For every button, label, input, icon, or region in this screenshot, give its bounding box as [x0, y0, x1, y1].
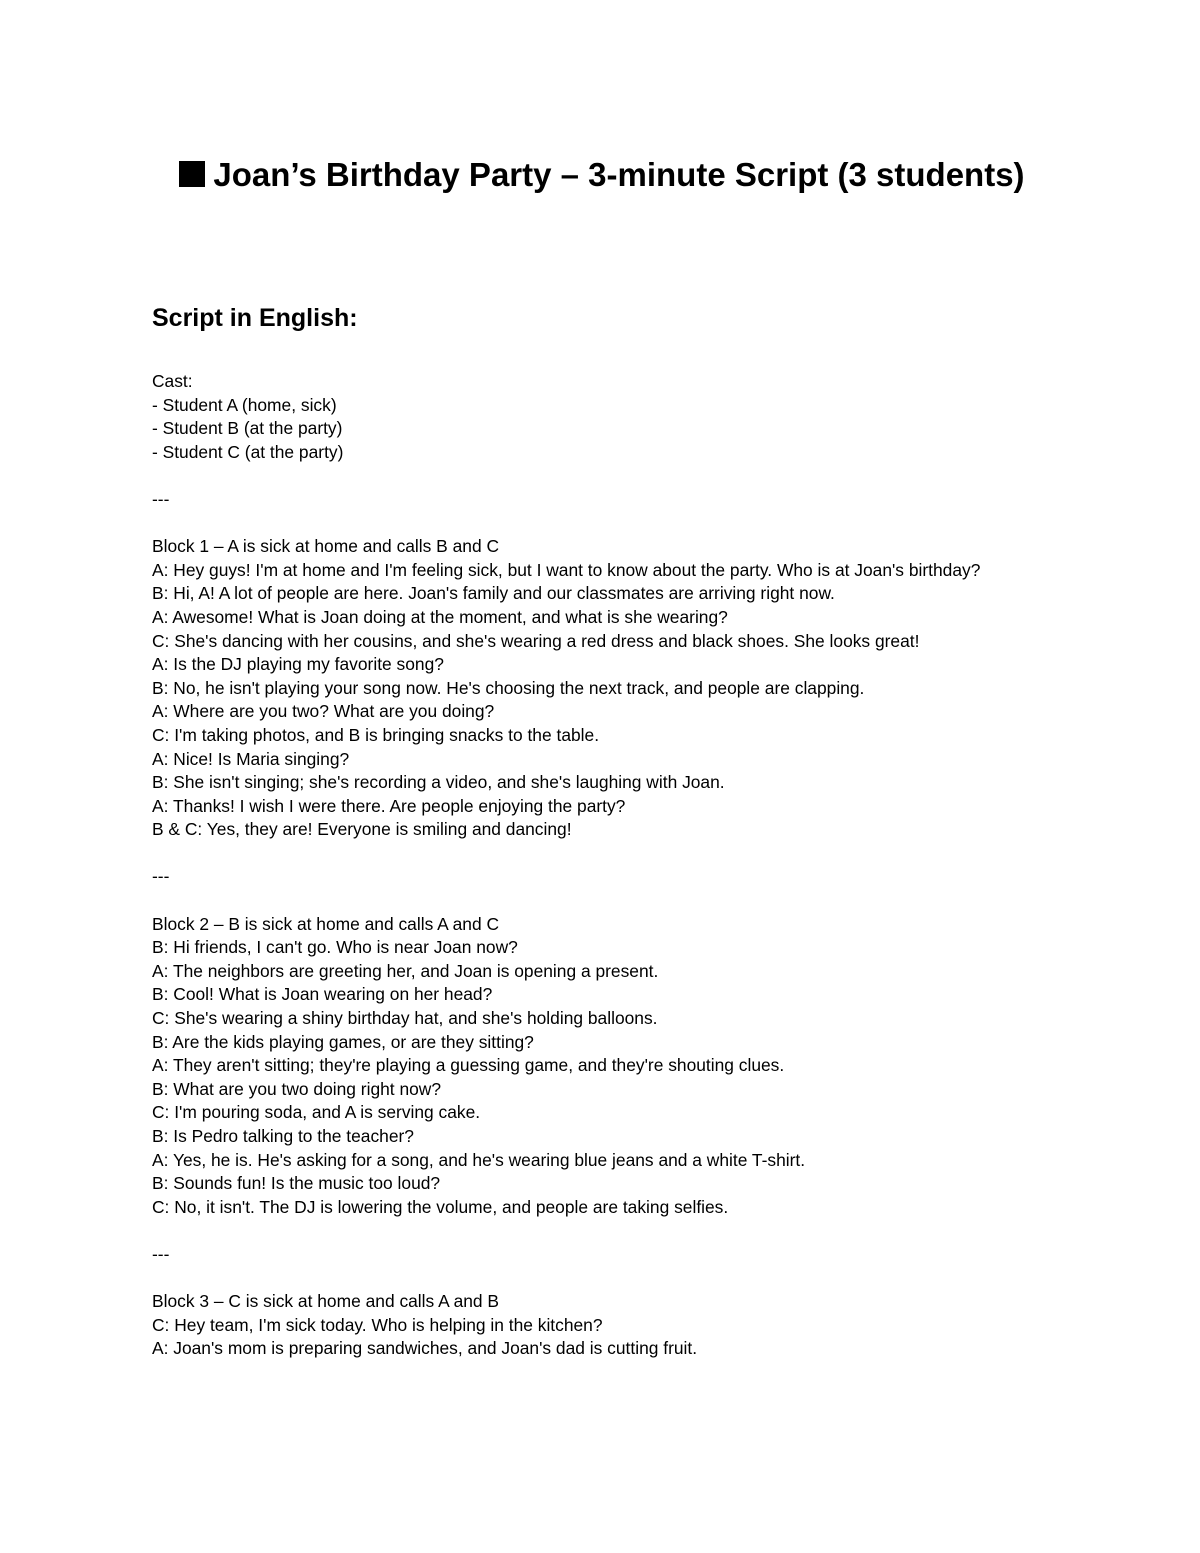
dialogue-line: B: She isn't singing; she's recording a video, and she's laughing with Joan. [152, 772, 725, 793]
dialogue-line: B: Sounds fun! Is the music too loud? [152, 1173, 441, 1194]
spacer [152, 889, 1032, 913]
dialogue-line: B: No, he isn't playing your song now. He's choosing the next track, and people are clapping. [152, 677, 865, 698]
dialogue-line: B: Hi friends, I can't go. Who is near Joan now? [152, 937, 518, 958]
cast-member: - Student C (at the party) [152, 441, 344, 462]
spacer [152, 512, 1032, 536]
block-2 [152, 913, 1032, 1220]
dialogue-line: B: Is Pedro talking to the teacher? [152, 1126, 414, 1146]
dialogue-line: A: The neighbors are greeting her, and Joan is opening a present. [152, 960, 659, 981]
dialogue-line: B: Hi, A! A lot of people are here. Joan's family and our classmates are arriving right now. [152, 583, 835, 604]
page-title [152, 152, 1052, 198]
page-title-text: Joan’s Birthday Party – 3-minute Script (3 students) [213, 156, 1025, 193]
dialogue-line: C: No, it isn't. The DJ is lowering the volume, and people are taking selfies. [152, 1196, 729, 1217]
block-3 [152, 1290, 1032, 1361]
dialogue-line: B: Are the kids playing games, or are they sitting? [152, 1031, 534, 1052]
dialogue-line: A: Is the DJ playing my favorite song? [152, 654, 444, 675]
dialogue-line: A: Yes, he is. He's asking for a song, and he's wearing blue jeans and a white T-shirt. [152, 1149, 806, 1170]
spacer [152, 1267, 1032, 1291]
separator: --- [152, 488, 170, 509]
cast-label: Cast: [152, 371, 193, 391]
block-heading: Block 2 – B is sick at home and calls A and C [152, 913, 500, 934]
cast-member: - Student B (at the party) [152, 418, 343, 439]
block-1 [152, 535, 1032, 842]
dialogue-line: A: Where are you two? What are you doing? [152, 701, 495, 722]
separator: --- [152, 1243, 170, 1264]
dialogue-line: C: I'm taking photos, and B is bringing snacks to the table. [152, 724, 600, 745]
dialogue-line: C: Hey team, I'm sick today. Who is helping in the kitchen? [152, 1314, 603, 1335]
dialogue-line: C: I'm pouring soda, and A is serving cake. [152, 1102, 481, 1123]
script-body [152, 370, 1032, 1361]
cast-member: - Student A (home, sick) [152, 394, 337, 415]
block-heading: Block 3 – C is sick at home and calls A and B [152, 1291, 500, 1312]
dialogue-line: A: Awesome! What is Joan doing at the moment, and what is she wearing? [152, 606, 728, 627]
dialogue-line: A: Hey guys! I'm at home and I'm feeling sick, but I want to know about the party. Who is at Joan's birthday? [152, 559, 981, 580]
dialogue-line: B: Cool! What is Joan wearing on her head? [152, 984, 493, 1005]
dialogue-line: B: What are you two doing right now? [152, 1078, 442, 1099]
spacer [152, 464, 1032, 488]
dialogue-line: A: They aren't sitting; they're playing a guessing game, and they're shouting clues. [152, 1055, 785, 1076]
block-heading: Block 1 – A is sick at home and calls B and C [152, 536, 500, 557]
black-square-icon [179, 161, 205, 187]
dialogue-line: B & C: Yes, they are! Everyone is smiling and dancing! [152, 819, 572, 840]
dialogue-line: A: Thanks! I wish I were there. Are people enjoying the party? [152, 795, 626, 816]
spacer [152, 1219, 1032, 1243]
dialogue-line: A: Nice! Is Maria singing? [152, 748, 350, 769]
section-heading: Script in English: [152, 304, 358, 332]
spacer [152, 842, 1032, 866]
dialogue-line: C: She's wearing a shiny birthday hat, and she's holding balloons. [152, 1008, 658, 1029]
dialogue-line: C: She's dancing with her cousins, and she's wearing a red dress and black shoes. She looks great! [152, 630, 920, 651]
dialogue-line: A: Joan's mom is preparing sandwiches, and Joan's dad is cutting fruit. [152, 1338, 698, 1359]
separator: --- [152, 866, 170, 887]
